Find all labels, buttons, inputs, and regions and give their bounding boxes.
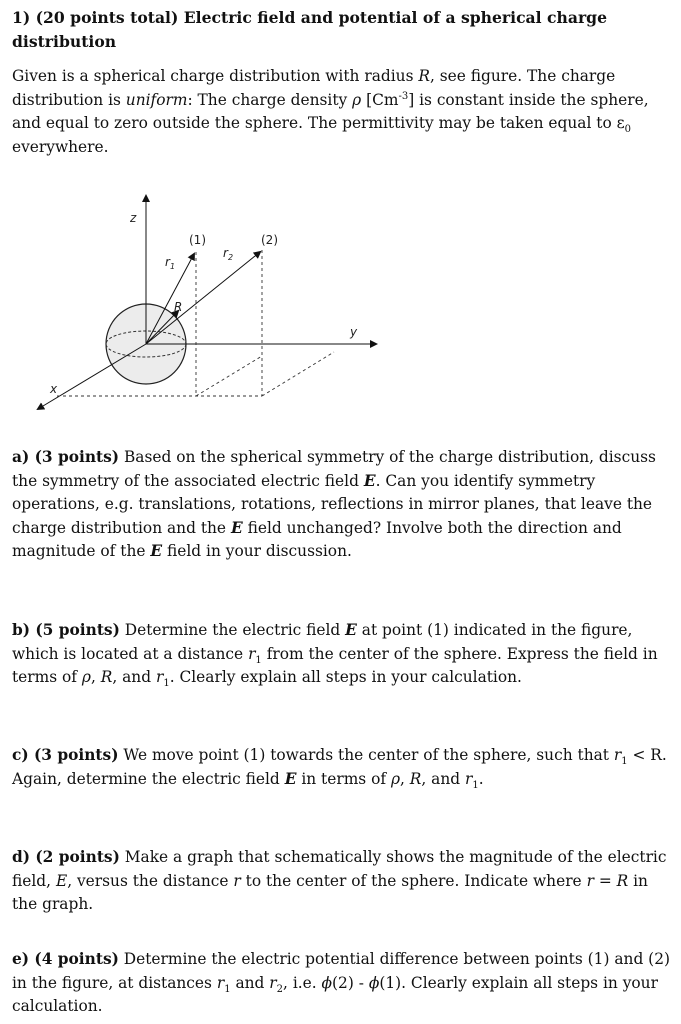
r2-label: $r_2$ (223, 246, 234, 262)
x-label: x (50, 382, 58, 396)
question-b: b) (5 points) Determine the electric field E at point (1) indicated in the figure, which is located at a distance $r_1$ from the center of the sphere. Express the field in terms of ρ, R, and $r_1$. Clearly explain all steps in your calculation. (12, 621, 658, 690)
intro-paragraph: Given is a spherical charge distribution with radius R, see figure. The charge distribution is uniform: The charge density ρ $[Cm^{-3}]$ is constant inside the sphere, and equal to zero outside the sphere. The permittivity may be taken equal to $\varepsilon_0$ everywhere. (12, 67, 649, 156)
dash-diag-1 (196, 356, 262, 396)
sphere-coordinate-figure (0, 180, 420, 420)
question-a: a) (3 points) Based on the spherical symmetry of the charge distribution, discuss the symmetry of the associated electric field E. Can you identify symmetry operations, e.g. translations, rotations, reflections in mirror planes, that leave the charge distribution and the E field unchanged? Involve both the direction and magnitude of the E field in your discussion. (12, 448, 656, 560)
R-label: R (174, 300, 183, 314)
question-e: e) (4 points) Determine the electric potential difference between points (1) and (2) in the figure, at distances $r_1$ and $r_2$, i.e. ϕ(2) - ϕ(1). Clearly explain all steps in your calculation. (12, 950, 670, 1015)
question-d: d) (2 points) Make a graph that schematically shows the magnitude of the electric field, E, versus the distance r to the center of the sphere. Indicate where r = R in the graph. (12, 848, 667, 913)
dash-diag-2 (262, 352, 334, 396)
point-1-label: (1) (189, 233, 206, 247)
y-label: y (350, 325, 358, 339)
r2-vector (146, 252, 260, 344)
problem-title: 1) (20 points total) Electric field and potential of a spherical charge distribution (12, 8, 607, 51)
question-c: c) (3 points) We move point (1) towards the center of the sphere, such that $r_1 < R$. Again, determine the electric field E in terms of ρ, R, and $r_1$. (12, 746, 667, 791)
z-label: z (130, 211, 137, 225)
r1-label: $r_1$ (165, 255, 176, 271)
point-2-label: (2) (261, 233, 278, 247)
